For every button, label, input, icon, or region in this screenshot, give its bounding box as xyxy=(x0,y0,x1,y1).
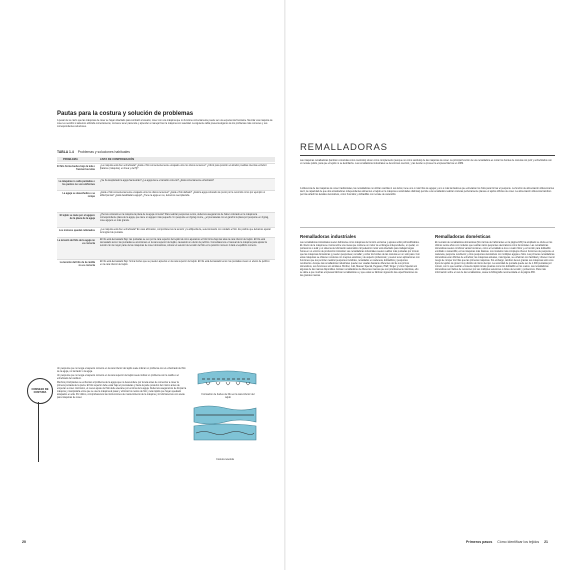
running-head-chapter: Cómo identificar los tejidos xyxy=(497,540,540,544)
table-label: TABLA 1.4 xyxy=(57,150,74,154)
intro-paragraph: Las máquinas remalladoras (también conocidas como overlocks) sirven como complemento (aunque no como sustituto) de las máquinas de coser. La principal función de una remalladora es cortar los bordes de costuras sin pulir y sobrehilarlos con un remate pulido, para que el tejido no se deshilache. Las remalladoras industriales se denominan overlock, y las tienden a proveer la empresa Merrow en 1889. xyxy=(300,160,552,165)
page-number: 20 xyxy=(22,540,26,544)
problem-cell: Los motores quedan rellenados xyxy=(58,229,95,232)
problem-cell: La tensión del hilo de la aguja no es correcta xyxy=(57,239,95,245)
column-heading: Remalladoras domésticas xyxy=(435,234,491,239)
solution-cell: ¿La máquina está bien enhebrada? ¿Está el hilo convenientemente encajado entre los discos tensores? ¿Ubicó para posición el alzador presillas mientras enhebró [balance (máquina), en línea y del 5]? xyxy=(100,165,267,170)
solution-cell: El hilo está demasiado flojo: forma bucles que se pueden apreciar en la cara superior del tejido. El hilo está demasiado tenso: las puntadas crean un efecto de pellizco en la cara inferior del tejido. xyxy=(100,261,270,266)
solution-cell: El hilo está demasiado flojo: las puntadas se ven por la cara superior del tejido tal como ajustamos el hilo forma bajo las telas la cara inferior del tejido. El hilo está demasiado tenso: las puntadas se amontonan en la cara superior del tejido, causando un efecto de pellizco. Consultaremos el manual de la máquina para ajustar la tensión. En la mayor parte de las máquinas de coser domésticas, colocar el selector de tensión del hilo en la posición número 4 dará el equilibrio correcto. xyxy=(100,239,267,247)
section-divider xyxy=(300,227,555,228)
column-text: El mercado de remalladoras domésticas (hizo la liste de habricantes en la página 180) ha ampliado su oferta en los últimos veinte años con modelos que realizan tanto pespuntes decorativos como funcionales. Las remalladoras domésticas suelen combinar varias funciones, como el remallado a tres o cuatro hilos y es función para dobladillo enrollado o caracolillo; en las máquinas más básicas. Los modelos más complejos ofrecen funciones de pespunte en cadeneta, pespunte recubierto y otros pespuntes decorativos con múltiples agujas e hilos. Las primeras remalladoras domésticas eran difíciles de enhebrar; las máquinas actuales, más ligeras, se enhebran con facilidad y ofrecen menor riesgo de romper los hilos que las primeras máquinas. Sin embargo, también tienen gracias sus máquinas solo unos tipos de tejidos de grosor muy distinto al mismo tiempo. La velocidad de puntada puede ser de 1.300 puntadas por minuto, con lo que realizar el cosería rápido tomas pruebas como los dobladillo en los vuelos. Las remalladoras domésticas son fáciles de reconocer por sus múltiples selectores o dioles de tensión y portaconos. Para más información sobre el uso de las remalladoras, véase la bibliografía recomendada en la página 386. xyxy=(435,242,555,274)
column-heading: Remalladoras industriales xyxy=(300,234,357,239)
intro-paragraph: A diferencia de las máquinas de coser tradicionales, las remalladoras no utilizan canillas ni sus lazos; tiene uno o más hilos de agujas y uno o más lanzadores que entrelazan los hilos para formar el pespunte. La función de alimentación diferencial les decir, la capacidad de que dos arrastradores independientes alimenten el tejido en la máquina a velocidades distintas) permite a la remalladora realizar costuras perfectamente planas en tejidos difíciles de coser. La alimentación diferencial también permite añadir los detalles decorativos, como fruncidos y dobladillos con remate de caracolillo. xyxy=(300,188,555,196)
column-header-problem: PROBLEMA xyxy=(63,158,78,161)
tip-item: Muchos principiantes se enfrentan al problema de la aguja que no descendiere por la tela antes de comenzar a coser la primera puntada de la pieza. El hilo superior debe estar bajo el prensatelas y hacia la parte posterior del mismo antes de empezar a coser. Asimismo, el nuevo ajuste del hilo debe elevarse por encima de la aguja. Debemos asegurarnos de limpiar la máquina y manipularla entre que se use la máquina al pasar y eliminar los restos de hilo y tela rápido que hayan quedado atrapados en ella. Por último, comprobaremos las instrucciones de mantenimiento de la máquina y lo lubricaremos con aceite para máquinas de coser. xyxy=(57,382,187,399)
tip-connector-line xyxy=(38,402,39,462)
table-caption xyxy=(57,150,130,154)
tips-list xyxy=(57,368,187,401)
solution-cell: ¿La máquina está bien enhebrada? En caso afirmativo, comprobaremos la tensión y la afiliperdieza, seleccionando con cuidado el hilo. Es posible que debamos ajustar la longitud de puntada. xyxy=(100,229,271,234)
table-title: Problemas y soluciones habituales xyxy=(77,150,130,154)
sewing-tip-badge: CONSEJO DE COSTURA xyxy=(27,378,53,404)
tip-item: Un pespunte que no tenga el aspecto correcto en la cara superior del tejido suele indicar un problema con la canilla o el enhebrado del canillero. xyxy=(57,375,179,380)
table-header xyxy=(57,157,275,162)
intro-paragraph: A pesar de su cierto que las máquinas de coser se hayan diseñado para combatir al usuario, coser con una máquina que no funcione correctamente puede ser una experiencia frustrante. Mezclar una máquina de coser es sencillo si sabemos utilizarla correctamente; conviene tener paciencia y aprender a manejar bien la máquina con suavidad. La siguiente tabla presenta algunos de los problemas más comunes y sus correspondientes soluciones. xyxy=(57,120,273,128)
table-row xyxy=(57,237,275,260)
illustration-caption: Formación de bucles de hilo en la cara inferior del tejido xyxy=(201,393,255,399)
solution-cell: ¿Está el hilo convenientemente encajado entre los discos tensores? ¿Está el hilo dañado? ¿Está la aguja colocado de punto por la recorrido como por ejemplo un alfiler/puntas? ¿Está desafilada la aguja? ¿Tiene la aguja en su, debemos reemplazarla. xyxy=(100,192,266,197)
problem-cell: La máquina no salta puntadas o los puntos no son uniformes xyxy=(58,180,95,186)
column-header-solution: LISTA DE COMPROBACIÓN xyxy=(100,158,135,161)
solution-cell: ¿Hemos colocado en la máquina la placa de la aguja correcta? Para realizar pespuntes rectos, debemos asegurarnos de haber colocado en la máquina la correspondiente placa de la aguja, que tiene un agujero más pequeño. Un pespunte en zigzag ocurre, ¿el prensatelas con el gancho la placa por pespunte en zigzag, cose agujero es más grande. xyxy=(100,214,269,222)
section-title: Pautas para la costura y solución de problemas xyxy=(57,111,194,117)
title-rule xyxy=(300,155,555,156)
loops-illustration xyxy=(196,366,258,392)
problem-cell: La aguja se desenhebra o se rompe xyxy=(62,192,95,198)
illustration-caption: Costura retenida xyxy=(216,458,234,461)
column-text: Las remalladoras industriales suelen fabricarse como máquinas de función exclusiva y ajustes solito polimodificables. El criterio de la máquina se monta sobre una mesa que contiene un motor de embrague independiente, un pedal, un portaconos o telal y un sistema de lubricación automático. El pedestrío motor está diseñado para trabajar largas horas en un entorno de producción industrial. Las remalladoras industriales suelen realizar más puntadas por minuto que las máquinas domésticas y pueden pespuntear, remallar y cortar los bordes de las costuras en un solo paso. Con estas máquinas se obtienen costuras con mejores estéticas y de aspecto profesional, y suelen tener aplicaciones con funciones que les permiten realizar pespuntes invisibles, remallados en cadeneta, dobladillos y pespuntes recubiertos. Aunque las remalladoras industriales pueden ser usadas bastante diferentes del de sus primos domésticos, sus funciones son similares. Brother, Juki, Mauser Special, Pegasus, Pfaff, Singer y Union Special son algunas de las marcas disponibles. Existen remalladoras de diferentes marcas que son prácticamente idénticas, ello se debe a que muchas empresas fabrican remalladoras a y que estas se fabrican siguiendo las especificaciones de las grandes marcas. xyxy=(300,242,420,277)
problem-cell: El hilo forma bucles bajo la tela o fruncen las telas xyxy=(57,165,95,171)
page-number: 21 xyxy=(544,540,548,544)
table-row xyxy=(57,212,275,228)
problem-cell: El tejido se mete por el agujero de la placa de la aguja xyxy=(59,214,95,220)
tip-item: Un pespunte que no tenga el aspecto correcto en la cara inferior del tejido suele indicar un problema con el enhebrado del hilo de la aguja, no lanzador o la aguja. xyxy=(57,368,186,373)
solution-cell: ¿Se ha desplazado la aguja hacia atrás? ¿La aguja tiene el tamaño correcto? ¿Está correctamente enhebrada? xyxy=(100,180,214,182)
running-head-section: Primeros pasos xyxy=(466,540,493,544)
table-row xyxy=(57,259,275,270)
table-row xyxy=(57,190,275,213)
running-footer xyxy=(466,540,548,544)
section-title: REMALLADORAS xyxy=(300,142,388,153)
table-row xyxy=(57,163,275,179)
right-page xyxy=(285,0,570,570)
puckered-seam-illustration xyxy=(192,402,258,442)
problem-cell: La tensión del hilo de la canilla no es correcta xyxy=(59,261,95,267)
